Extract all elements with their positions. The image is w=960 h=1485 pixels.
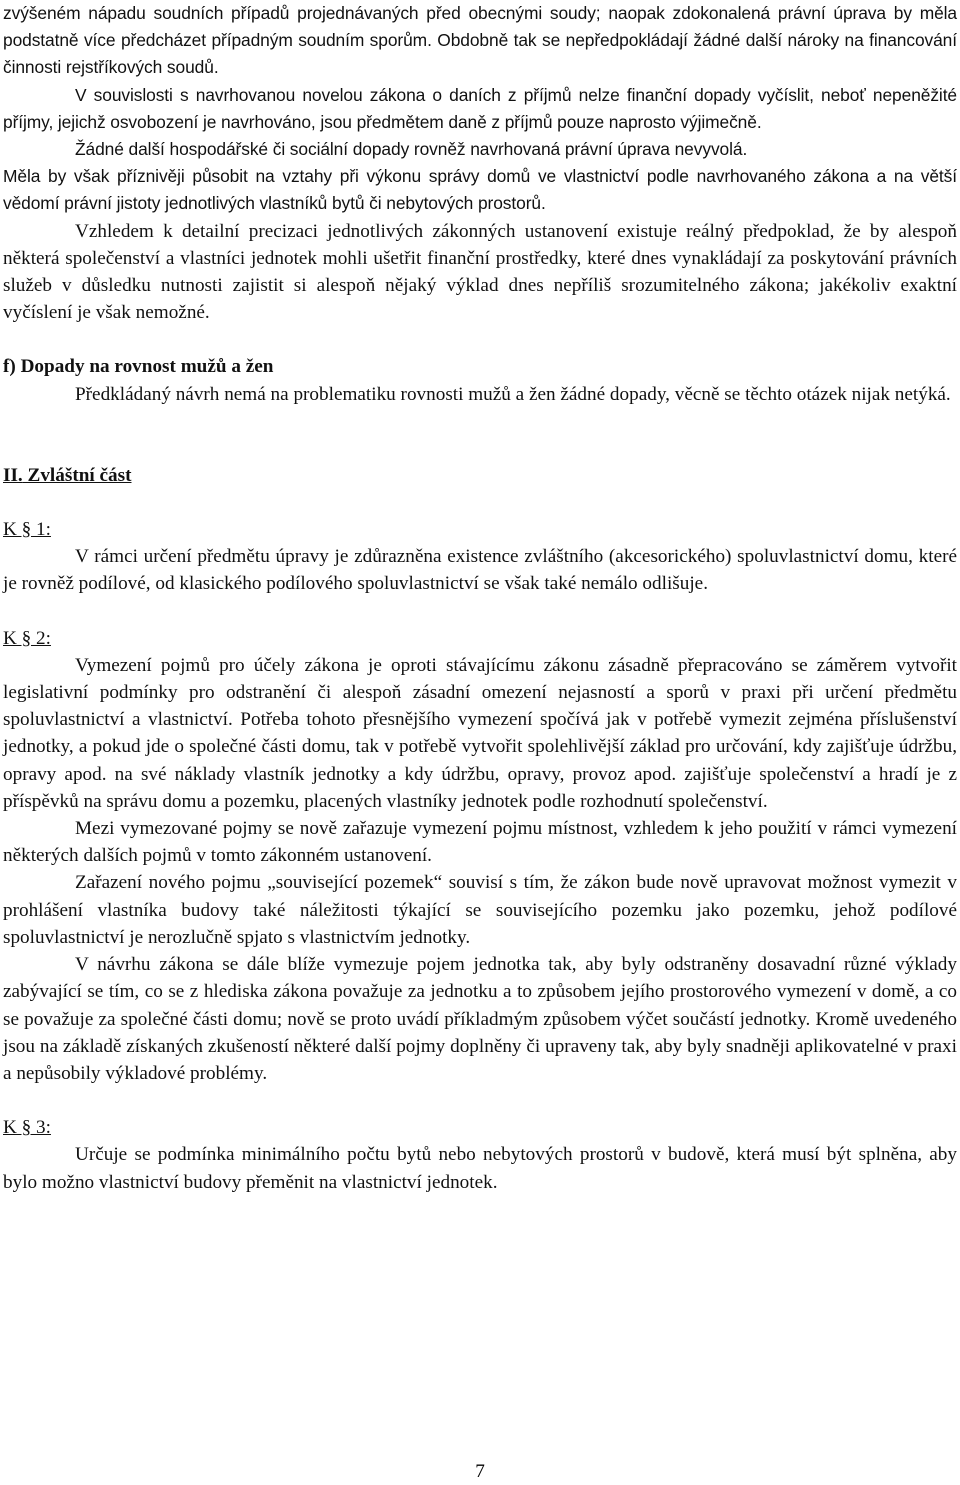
document-page xyxy=(3,0,957,1196)
part-two-heading xyxy=(3,462,957,489)
paragraph-positive-effects: Měla by však příznivěji působit na vztahy při výkonu správy domů ve vlastnictví podle navrhovaného zákona a na větší vědomí právní jistoty jednotlivých vlastníků bytů či nebytových prostorů. xyxy=(3,166,957,214)
part-two-title: Zvláštní část xyxy=(22,464,132,486)
paragraph-court-impact: zvýšeném nápadu soudních případů projednávaných před obecnými soudy; naopak zdokonalená právní úprava by měla podstatně více předcházet případným soudním sporům. Obdobně tak se nepředpokládají žádné další nároky na financování činnosti rejstříkových soudů. xyxy=(3,3,957,78)
k2-paragraph-room: Mezi vymezované pojmy se nově zařazuje vymezení pojmu místnost, vzhledem k jeho použití v rámci vymezení některých dalších pojmů v tomto zákonném ustanovení. xyxy=(3,818,957,867)
k1-label: K § 1: xyxy=(3,519,51,541)
k2-paragraph-unit: V návrhu zákona se dále blíže vymezuje pojem jednotka tak, aby byly odstraněny dosavadní různé výklady zabývající se tím, co se z hlediska zákona považuje za jednotku a to způsobem jejího prostorového vymezení v domě, a co se považuje za společné části domu; nově se proto uvádí příkladmým způsobem výčet součástí jednotky. Kromě uvedeného jsou na základě získaných zkušeností některé další pojmy doplněny či upraveny tak, aby byly snadněji aplikovatelné v praxi a nepůsobily výkladové problémy. xyxy=(3,954,957,1084)
section-f-heading xyxy=(3,353,957,380)
paragraph-gender-equality: Předkládaný návrh nemá na problematiku rovnosti mužů a žen žádné dopady, věcně se těchto otázek nijak netýká. xyxy=(75,383,951,405)
paragraph-income-tax: V souvislosti s navrhovanou novelou zákona o daních z příjmů nelze finanční dopady vyčíslit, neboť nepeněžité příjmy, jejichž osvobození je navrhováno, jsou předmětem daně z příjmů pouze naprosto výjimečně. xyxy=(3,84,957,132)
k3-label: K § 3: xyxy=(3,1117,51,1139)
k2-paragraph-related-land: Zařazení nového pojmu „související pozemek“ souvisí s tím, že zákon bude nově upravovat možnost vymezit v prohlášení vlastníka budovy také náležitosti týkající se souvisejícího pozemku jako pozemku, jehož podílové spoluvlastnictví je nerozlučně spjato s vlastnictvím jednotky. xyxy=(3,872,957,948)
part-two-number: II. xyxy=(3,464,23,486)
savings-section xyxy=(3,218,957,1196)
k3-paragraph: Určuje se podmínka minimálního počtu bytů nebo nebytových prostorů v budově, která musí být splněna, aby bylo možno vlastnictví budovy přeměnit na vlastnictví jednotek. xyxy=(3,1144,957,1193)
k2-label: K § 2: xyxy=(3,627,51,649)
k2-paragraph-definitions: Vymezení pojmů pro účely zákona je oproti stávajícímu zákonu zásadně přepracováno se záměrem vytvořit legislativní podmínky pro odstranění či alespoň zásadní omezení nejasností a sporů v praxi při určení předmětu spoluvlastnictví a vlastnictví. Potřeba tohoto přesnějšího vymezení spočívá jak v potřebě vymezit zejména příslušenství jednotky, a pokud jde o společné části domu, tak v potřebě vytvořit spolehlivější základ pro určování, kdy zajišťuje údržbu, opravy apod. na své náklady vlastník jednotky a kdy údržbu, opravy, provoz apod. zajišťuje společenství a hradí je z příspěvků na správu domu a pozemku, placených vlastníky jednotek podle rozhodnutí společenství. xyxy=(3,654,957,812)
paragraph-savings: Vzhledem k detailní precizaci jednotlivých zákonných ustanovení existuje reálný předpoklad, že by alespoň některá společenství a vlastníci jednotek mohli ušetřit finanční prostředky, které dnes vynakládají za poskytování právních služeb v důsledku nutnosti zajistit si alespoň nějaký výklad dnes nepříliš srozumitelného zákona; jakékoliv exaktní vyčíslení je však nemožné. xyxy=(3,220,957,324)
section-f-title: Dopady na rovnost mužů a žen xyxy=(20,356,274,378)
k1-paragraph: V rámci určení předmětu úpravy je zdůrazněna existence zvláštního (akcesorického) spoluvlastnictví domu, které je rovněž podílové, od klasického podílového spoluvlastnictví se však také nemálo odlišuje. xyxy=(3,546,957,595)
economic-impact-section xyxy=(3,0,957,218)
section-f-prefix: f) xyxy=(3,356,21,378)
paragraph-no-other-impacts: Žádné další hospodářské či sociální dopady rovněž navrhovaná právní úprava nevyvolá. xyxy=(75,139,748,160)
page-number: 7 xyxy=(475,1461,485,1482)
